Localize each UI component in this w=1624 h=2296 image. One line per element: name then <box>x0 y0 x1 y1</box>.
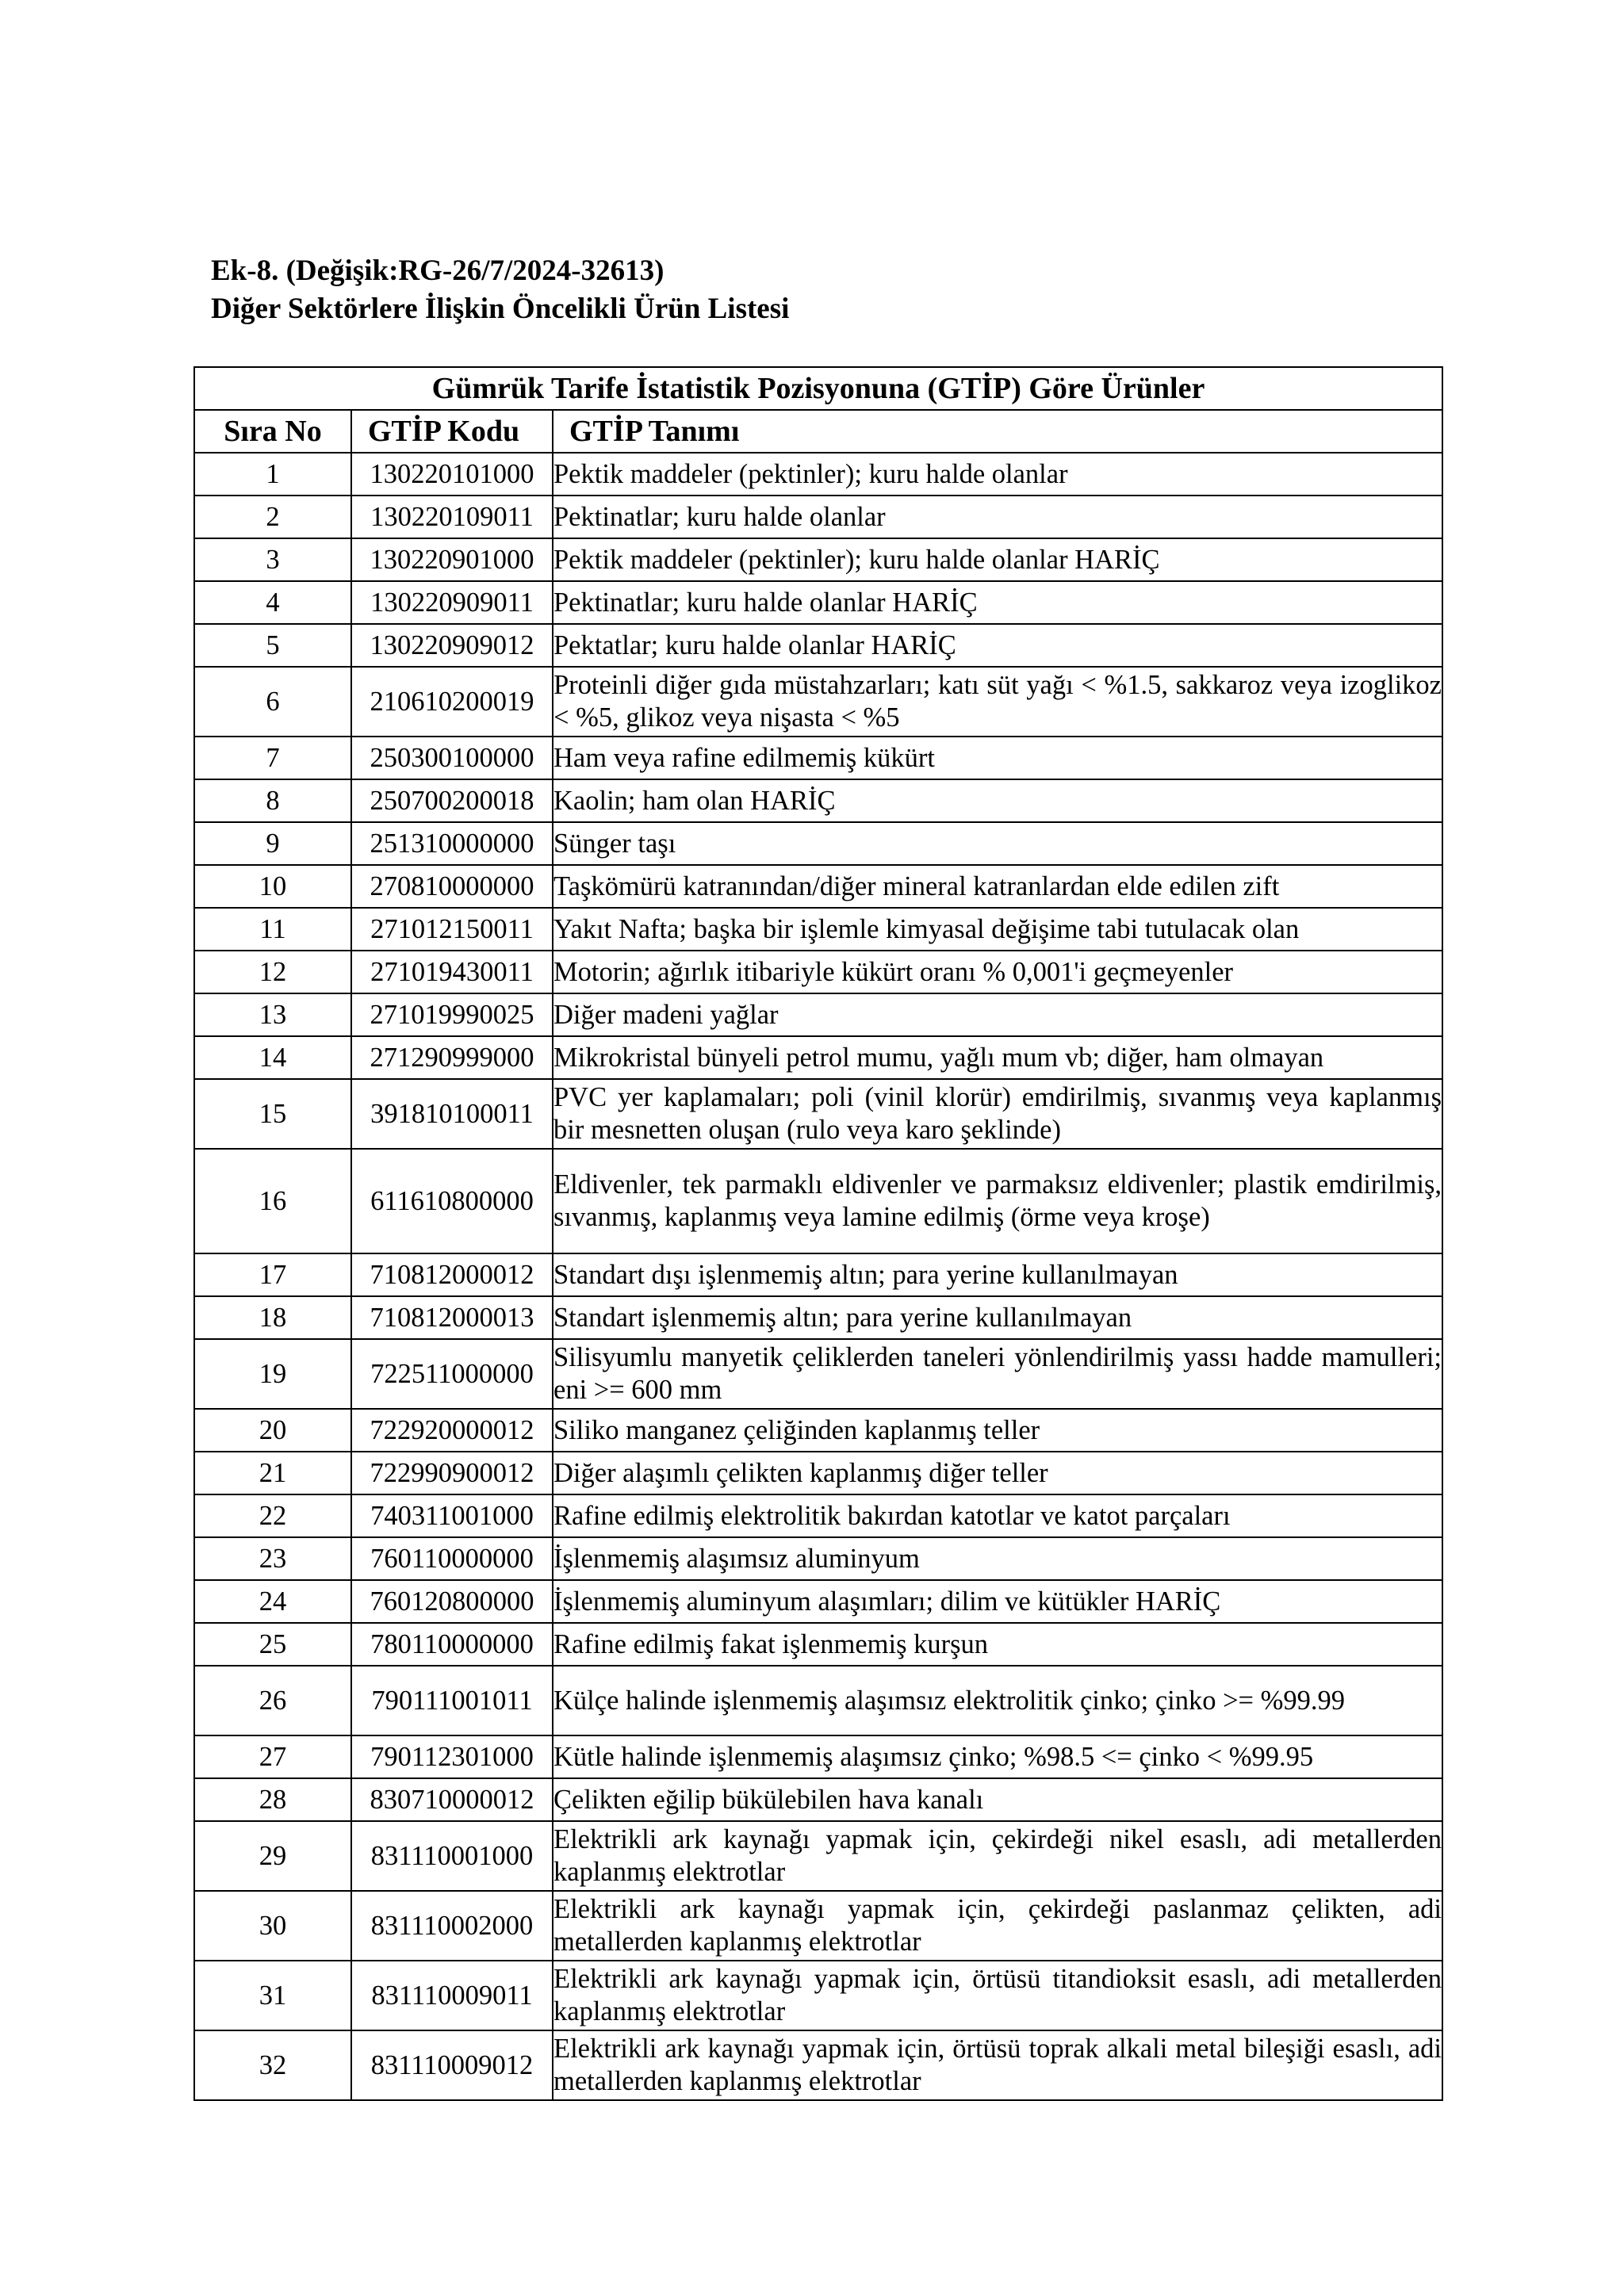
gtip-code: 391810100011 <box>351 1079 553 1149</box>
row-number: 21 <box>194 1452 351 1494</box>
gtip-code: 722990900012 <box>351 1452 553 1494</box>
table-row <box>194 1296 1442 1339</box>
row-number: 1 <box>194 453 351 496</box>
gtip-description: Rafine edilmiş fakat işlenmemiş kurşun <box>553 1623 1442 1666</box>
table-row <box>194 1537 1442 1580</box>
row-number: 25 <box>194 1623 351 1666</box>
gtip-code: 130220101000 <box>351 453 553 496</box>
row-number: 29 <box>194 1821 351 1891</box>
gtip-description: İşlenmemiş alaşımsız aluminyum <box>553 1537 1442 1580</box>
gtip-code: 210610200019 <box>351 667 553 737</box>
table-row <box>194 908 1442 951</box>
row-number: 10 <box>194 865 351 908</box>
gtip-code: 130220901000 <box>351 538 553 581</box>
gtip-code: 790112301000 <box>351 1735 553 1778</box>
gtip-description: Ham veya rafine edilmemiş kükürt <box>553 737 1442 779</box>
gtip-description: Eldivenler, tek parmaklı eldivenler ve parmaksız eldivenler; plastik emdirilmiş, sıvanmış, kaplanmış veya lamine edilmiş (örme veya kroşe) <box>553 1149 1442 1253</box>
gtip-description: Pektatlar; kuru halde olanlar HARİÇ <box>553 624 1442 667</box>
row-number: 4 <box>194 581 351 624</box>
table-row <box>194 1778 1442 1821</box>
row-number: 15 <box>194 1079 351 1149</box>
table-row <box>194 779 1442 822</box>
table-row <box>194 737 1442 779</box>
gtip-description: Kaolin; ham olan HARİÇ <box>553 779 1442 822</box>
row-number: 7 <box>194 737 351 779</box>
gtip-description: Pektinatlar; kuru halde olanlar HARİÇ <box>553 581 1442 624</box>
column-header-sira-no: Sıra No <box>194 410 351 453</box>
table-row <box>194 1891 1442 1961</box>
row-number: 20 <box>194 1409 351 1452</box>
table-row <box>194 581 1442 624</box>
gtip-description: PVC yer kaplamaları; poli (vinil klorür) emdirilmiş, sıvanmış veya kaplanmış bir mesnetten oluşan (rulo veya karo şeklinde) <box>553 1079 1442 1149</box>
column-header-gtip-tanimi: GTİP Tanımı <box>553 410 1442 453</box>
row-number: 16 <box>194 1149 351 1253</box>
row-number: 3 <box>194 538 351 581</box>
group-header: Gümrük Tarife İstatistik Pozisyonuna (GTİP) Göre Ürünler <box>194 367 1442 410</box>
gtip-description: Sünger taşı <box>553 822 1442 865</box>
gtip-description: Mikrokristal bünyeli petrol mumu, yağlı mum vb; diğer, ham olmayan <box>553 1036 1442 1079</box>
gtip-description: Elektrikli ark kaynağı yapmak için, çekirdeği nikel esaslı, adi metallerden kaplanmış elektrotlar <box>553 1821 1442 1891</box>
table-row <box>194 1735 1442 1778</box>
gtip-description: Yakıt Nafta; başka bir işlemle kimyasal değişime tabi tutulacak olan <box>553 908 1442 951</box>
gtip-code: 271012150011 <box>351 908 553 951</box>
row-number: 27 <box>194 1735 351 1778</box>
table-row <box>194 1494 1442 1537</box>
gtip-code: 250700200018 <box>351 779 553 822</box>
gtip-code: 722511000000 <box>351 1339 553 1409</box>
row-number: 31 <box>194 1961 351 2030</box>
table-row <box>194 2030 1442 2100</box>
gtip-description: İşlenmemiş aluminyum alaşımları; dilim ve kütükler HARİÇ <box>553 1580 1442 1623</box>
row-number: 32 <box>194 2030 351 2100</box>
row-number: 24 <box>194 1580 351 1623</box>
row-number: 12 <box>194 951 351 993</box>
gtip-description: Diğer alaşımlı çelikten kaplanmış diğer teller <box>553 1452 1442 1494</box>
table-row <box>194 1961 1442 2030</box>
gtip-code: 760120800000 <box>351 1580 553 1623</box>
gtip-description: Silisyumlu manyetik çeliklerden taneleri yönlendirilmiş yassı hadde mamulleri; eni >= 600 mm <box>553 1339 1442 1409</box>
row-number: 28 <box>194 1778 351 1821</box>
table-row <box>194 1623 1442 1666</box>
gtip-description: Taşkömürü katranından/diğer mineral katranlardan elde edilen zift <box>553 865 1442 908</box>
table-body <box>194 453 1442 2100</box>
table-row <box>194 667 1442 737</box>
group-header-row <box>194 367 1442 410</box>
row-number: 30 <box>194 1891 351 1961</box>
gtip-code: 831110002000 <box>351 1891 553 1961</box>
row-number: 9 <box>194 822 351 865</box>
gtip-description: Pektinatlar; kuru halde olanlar <box>553 496 1442 538</box>
table-row <box>194 1079 1442 1149</box>
gtip-description: Elektrikli ark kaynağı yapmak için, çekirdeği paslanmaz çelikten, adi metallerden kaplanmış elektrotlar <box>553 1891 1442 1961</box>
table-row <box>194 1036 1442 1079</box>
row-number: 5 <box>194 624 351 667</box>
gtip-code: 250300100000 <box>351 737 553 779</box>
gtip-code: 130220909012 <box>351 624 553 667</box>
amendment-title: Ek-8. (Değişik:RG-26/7/2024-32613) <box>211 254 665 287</box>
row-number: 11 <box>194 908 351 951</box>
gtip-code: 271290999000 <box>351 1036 553 1079</box>
list-title: Diğer Sektörlere İlişkin Öncelikli Ürün Listesi <box>211 293 790 325</box>
gtip-code: 760110000000 <box>351 1537 553 1580</box>
table-row <box>194 1409 1442 1452</box>
table-row <box>194 822 1442 865</box>
row-number: 6 <box>194 667 351 737</box>
gtip-code: 831110009012 <box>351 2030 553 2100</box>
gtip-code: 271019430011 <box>351 951 553 993</box>
gtip-code: 251310000000 <box>351 822 553 865</box>
table-row <box>194 624 1442 667</box>
row-number: 8 <box>194 779 351 822</box>
row-number: 19 <box>194 1339 351 1409</box>
table-row <box>194 453 1442 496</box>
table-row <box>194 951 1442 993</box>
table-row <box>194 1452 1442 1494</box>
gtip-code: 830710000012 <box>351 1778 553 1821</box>
row-number: 23 <box>194 1537 351 1580</box>
gtip-description: Siliko manganez çeliğinden kaplanmış teller <box>553 1409 1442 1452</box>
gtip-code: 270810000000 <box>351 865 553 908</box>
row-number: 14 <box>194 1036 351 1079</box>
row-number: 13 <box>194 993 351 1036</box>
table-row <box>194 1821 1442 1891</box>
gtip-description: Çelikten eğilip bükülebilen hava kanalı <box>553 1778 1442 1821</box>
row-number: 17 <box>194 1253 351 1296</box>
row-number: 22 <box>194 1494 351 1537</box>
row-number: 18 <box>194 1296 351 1339</box>
row-number: 26 <box>194 1666 351 1735</box>
gtip-code: 831110001000 <box>351 1821 553 1891</box>
gtip-code: 831110009011 <box>351 1961 553 2030</box>
gtip-description: Külçe halinde işlenmemiş alaşımsız elektrolitik çinko; çinko >= %99.99 <box>553 1666 1442 1735</box>
gtip-code: 780110000000 <box>351 1623 553 1666</box>
gtip-description: Diğer madeni yağlar <box>553 993 1442 1036</box>
gtip-description: Rafine edilmiş elektrolitik bakırdan katotlar ve katot parçaları <box>553 1494 1442 1537</box>
table-row <box>194 1149 1442 1253</box>
table-row <box>194 1339 1442 1409</box>
table-row <box>194 538 1442 581</box>
table-row <box>194 496 1442 538</box>
table-row <box>194 1253 1442 1296</box>
gtip-description: Pektik maddeler (pektinler); kuru halde olanlar HARİÇ <box>553 538 1442 581</box>
gtip-description: Kütle halinde işlenmemiş alaşımsız çinko; %98.5 <= çinko < %99.95 <box>553 1735 1442 1778</box>
gtip-code: 710812000013 <box>351 1296 553 1339</box>
gtip-description: Pektik maddeler (pektinler); kuru halde olanlar <box>553 453 1442 496</box>
gtip-code: 271019990025 <box>351 993 553 1036</box>
gtip-description: Standart dışı işlenmemiş altın; para yerine kullanılmayan <box>553 1253 1442 1296</box>
gtip-code: 130220109011 <box>351 496 553 538</box>
gtip-description: Standart işlenmemiş altın; para yerine kullanılmayan <box>553 1296 1442 1339</box>
gtip-description: Proteinli diğer gıda müstahzarları; katı süt yağı < %1.5, sakkaroz veya izoglikoz < %5, glikoz veya nişasta < %5 <box>553 667 1442 737</box>
gtip-description: Elektrikli ark kaynağı yapmak için, örtüsü toprak alkali metal bileşiği esaslı, adi metallerden kaplanmış elektrotlar <box>553 2030 1442 2100</box>
column-header-row <box>194 410 1442 453</box>
gtip-code: 722920000012 <box>351 1409 553 1452</box>
gtip-code: 710812000012 <box>351 1253 553 1296</box>
table-row <box>194 1666 1442 1735</box>
row-number: 2 <box>194 496 351 538</box>
gtip-description: Motorin; ağırlık itibariyle kükürt oranı % 0,001'i geçmeyenler <box>553 951 1442 993</box>
gtip-code: 740311001000 <box>351 1494 553 1537</box>
column-header-gtip-kodu: GTİP Kodu <box>351 410 553 453</box>
table-row <box>194 865 1442 908</box>
product-list-table <box>193 366 1443 2101</box>
table-row <box>194 993 1442 1036</box>
table-row <box>194 1580 1442 1623</box>
gtip-code: 790111001011 <box>351 1666 553 1735</box>
gtip-code: 130220909011 <box>351 581 553 624</box>
gtip-code: 611610800000 <box>351 1149 553 1253</box>
document-heading <box>211 252 789 328</box>
gtip-description: Elektrikli ark kaynağı yapmak için, örtüsü titandioksit esaslı, adi metallerden kaplanmış elektrotlar <box>553 1961 1442 2030</box>
